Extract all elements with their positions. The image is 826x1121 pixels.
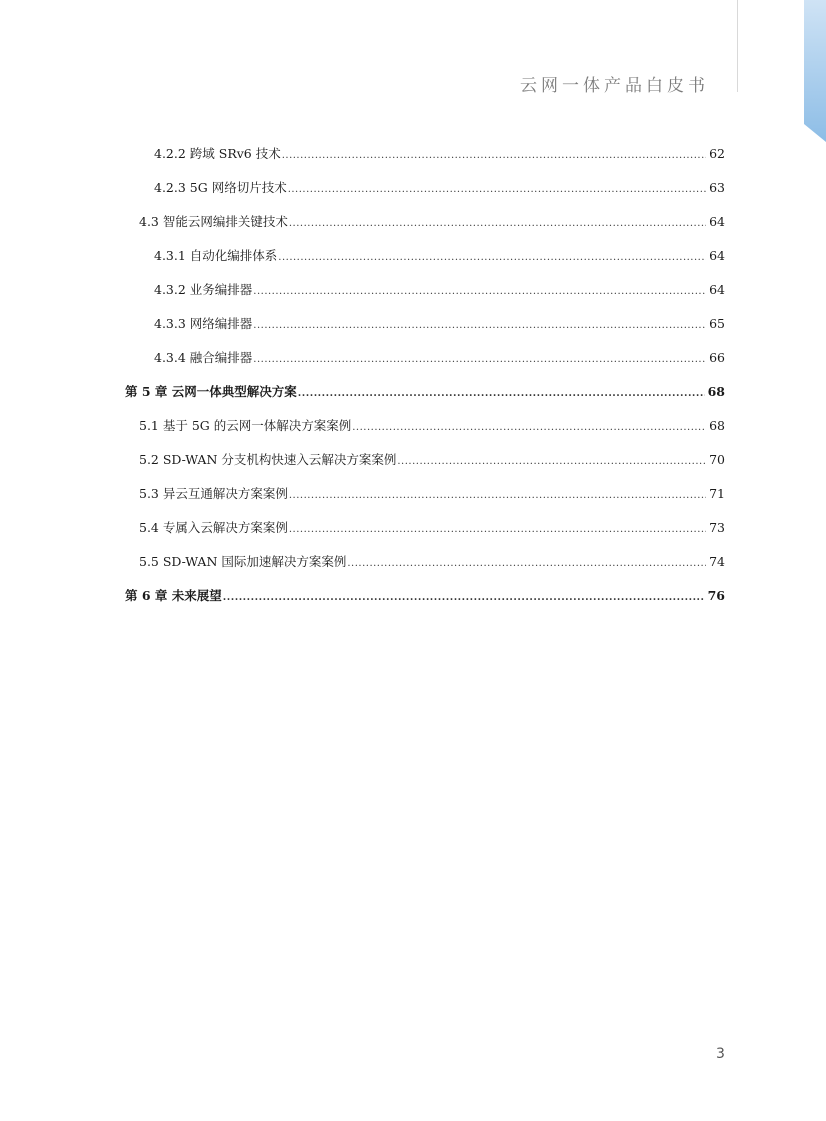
toc-entry[interactable] xyxy=(139,417,725,435)
toc-entry-page: 64 xyxy=(709,282,725,297)
toc-entry[interactable] xyxy=(154,281,725,299)
toc-entry[interactable] xyxy=(139,485,725,503)
header-divider xyxy=(737,0,738,92)
toc-entry-page: 68 xyxy=(709,418,725,433)
toc-entry-page: 64 xyxy=(709,214,725,229)
toc-entry-label: 5.4 专属入云解决方案案例 xyxy=(139,520,288,535)
toc-entry-label: 5.1 基于 5G 的云网一体解决方案案例 xyxy=(139,418,352,433)
page-number: 3 xyxy=(716,1046,725,1062)
toc-entry[interactable] xyxy=(154,315,725,333)
toc-entry-label: 5.2 SD-WAN 分支机构快速入云解决方案案例 xyxy=(139,452,397,467)
toc-chapter-entry[interactable] xyxy=(125,587,725,605)
toc-entry[interactable] xyxy=(154,145,725,163)
toc-entry-label: 4.2.3 5G 网络切片技术 xyxy=(154,180,287,195)
toc-dot-leader xyxy=(253,351,706,369)
toc-dot-leader xyxy=(289,487,706,505)
toc-dot-leader xyxy=(223,589,705,607)
toc-dot-leader xyxy=(397,453,706,471)
toc-dot-leader xyxy=(253,317,706,335)
toc-entry[interactable] xyxy=(154,349,725,367)
toc-entry-page: 62 xyxy=(709,146,725,161)
toc-entry-label: 第 6 章 未来展望 xyxy=(125,588,222,603)
toc-dot-leader xyxy=(289,521,706,539)
toc-dot-leader xyxy=(352,419,706,437)
toc-entry-page: 65 xyxy=(709,316,725,331)
toc-entry[interactable] xyxy=(154,179,725,197)
toc-entry-page: 74 xyxy=(709,554,725,569)
toc-entry-page: 66 xyxy=(709,350,725,365)
corner-accent-tab xyxy=(804,0,826,142)
toc-entry-label: 4.3.4 融合编排器 xyxy=(154,350,253,365)
toc-entry[interactable] xyxy=(154,247,725,265)
toc-entry-label: 4.3.2 业务编排器 xyxy=(154,282,253,297)
toc-entry-label: 4.2.2 跨域 SRv6 技术 xyxy=(154,146,281,161)
toc-dot-leader xyxy=(347,555,706,573)
toc-entry-label: 4.3.3 网络编排器 xyxy=(154,316,253,331)
toc-entry-label: 4.3 智能云网编排关键技术 xyxy=(139,214,288,229)
toc-dot-leader xyxy=(288,181,706,199)
toc-dot-leader xyxy=(298,385,705,403)
toc-entry[interactable] xyxy=(139,451,725,469)
toc-dot-leader xyxy=(289,215,706,233)
header-title: 云网一体产品白皮书 xyxy=(520,76,709,96)
toc-dot-leader xyxy=(253,283,706,301)
toc-entry-page: 70 xyxy=(709,452,725,467)
toc-dot-leader xyxy=(282,147,706,165)
toc-entry[interactable] xyxy=(139,213,725,231)
toc-entry[interactable] xyxy=(139,519,725,537)
toc-dot-leader xyxy=(278,249,706,267)
toc-chapter-entry[interactable] xyxy=(125,383,725,401)
toc-entry-page: 68 xyxy=(707,384,725,399)
toc-entry[interactable] xyxy=(139,553,725,571)
toc-entry-page: 64 xyxy=(709,248,725,263)
toc-entry-label: 第 5 章 云网一体典型解决方案 xyxy=(125,384,297,399)
toc-entry-label: 5.3 异云互通解决方案案例 xyxy=(139,486,288,501)
toc-entry-page: 71 xyxy=(709,486,725,501)
toc-entry-page: 73 xyxy=(709,520,725,535)
toc-entry-page: 63 xyxy=(709,180,725,195)
toc-entry-label: 5.5 SD-WAN 国际加速解决方案案例 xyxy=(139,554,347,569)
toc-entry-label: 4.3.1 自动化编排体系 xyxy=(154,248,278,263)
toc-entry-page: 76 xyxy=(707,588,725,603)
